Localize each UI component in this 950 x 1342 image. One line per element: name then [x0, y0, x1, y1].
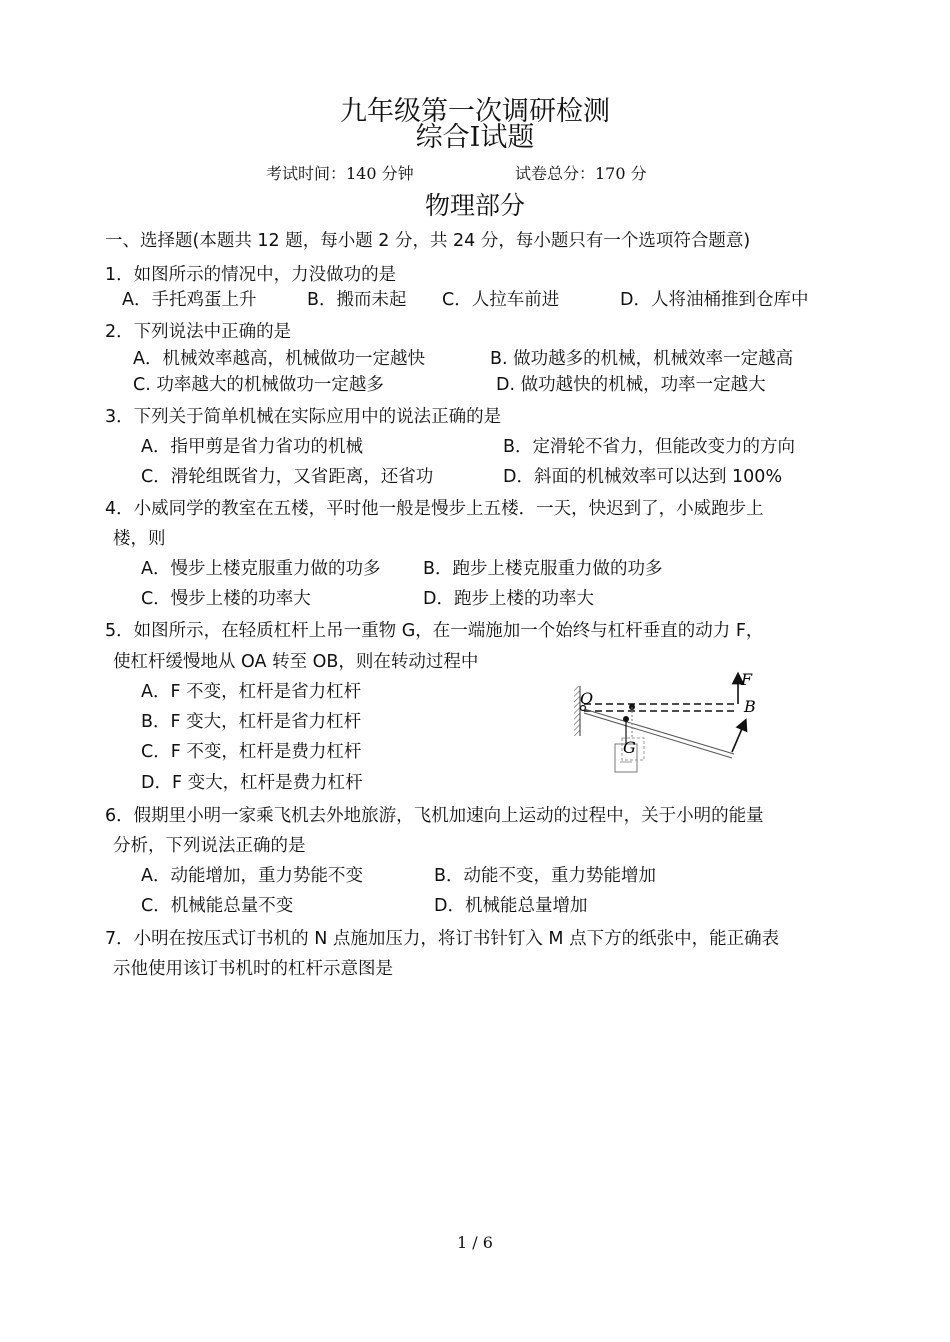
- lever-figure: [568, 668, 768, 780]
- question-3-stem: 3．下列关于简单机械在实际应用中的说法正确的是: [105, 407, 502, 427]
- question-6-stem-line2: 分析，下列说法正确的是: [113, 836, 306, 856]
- question-4-option-b: B．跑步上楼克服重力做的功多: [423, 559, 663, 579]
- question-5-option-d: D．F 变大，杠杆是费力杠杆: [141, 773, 363, 793]
- question-4-stem: 4．小威同学的教室在五楼，平时他一般是慢步上五楼．一天，快迟到了，小威跑步上: [105, 499, 764, 519]
- section-title: 物理部分: [424, 191, 525, 220]
- question-2-option-b: B. 做功越多的机械，机械效率一定越高: [490, 349, 794, 369]
- question-7-stem-line2: 示他使用该订书机时的杠杆示意图是: [113, 959, 393, 979]
- label-g: G: [623, 738, 636, 757]
- label-f: F: [741, 670, 753, 689]
- label-o: O: [580, 689, 594, 708]
- question-2-option-a: A．机械效率越高，机械做功一定越快: [133, 349, 425, 369]
- question-7-stem: 7．小明在按压式订书机的 N 点施加压力，将订书针钉入 M 点下方的纸张中，能正确表: [105, 929, 780, 949]
- part-heading: 一、选择题(本题共 12 题，每小题 2 分，共 24 分，每小题只有一个选项符合题意): [105, 231, 751, 251]
- question-6-option-a: A．动能增加，重力势能不变: [141, 866, 363, 886]
- question-4-stem-line2: 楼，则: [113, 529, 166, 549]
- label-b: B: [744, 697, 756, 716]
- lever-position-oa-bottom: [584, 713, 732, 758]
- question-1-option-a: A．手托鸡蛋上升: [122, 290, 257, 310]
- exam-subtitle: 综合Ⅰ试题: [415, 122, 535, 153]
- question-2-stem: 2．下列说法中正确的是: [105, 322, 292, 342]
- question-5-option-b: B．F 变大，杠杆是省力杠杆: [141, 712, 362, 732]
- question-5-stem-line2: 使杠杆缓慢地从 OA 转至 OB，则在转动过程中: [113, 652, 479, 672]
- question-1-stem: 1．如图所示的情况中，力没做功的是: [105, 265, 397, 285]
- exam-title: 九年级第一次调研检测: [340, 96, 610, 127]
- lever-position-oa-top: [584, 709, 734, 754]
- question-4-option-c: C．慢步上楼的功率大: [141, 589, 311, 609]
- question-6-stem: 6．假期里小明一家乘飞机去外地旅游，飞机加速向上运动的过程中，关于小明的能量: [105, 806, 764, 826]
- question-6-option-d: D．机械能总量增加: [434, 896, 588, 916]
- question-3-option-a: A．指甲剪是省力省功的机械: [141, 437, 363, 457]
- force-arrow-a: [732, 724, 744, 752]
- question-1-option-d: D．人将油桶推到仓库中: [620, 290, 809, 310]
- question-5-option-a: A．F 不变，杠杆是省力杠杆: [141, 682, 362, 702]
- question-3-option-d: D．斜面的机械效率可以达到 100%: [503, 467, 783, 487]
- page-number: 1 / 6: [457, 1233, 493, 1252]
- question-1-option-c: C．人拉车前进: [442, 290, 560, 310]
- question-4-option-a: A．慢步上楼克服重力做的功多: [141, 559, 381, 579]
- question-6-option-b: B．动能不变，重力势能增加: [434, 866, 657, 886]
- question-4-option-d: D．跑步上楼的功率大: [423, 589, 594, 609]
- question-2-option-c: C. 功率越大的机械做功一定越多: [133, 375, 384, 395]
- question-5-stem: 5．如图所示，在轻质杠杆上吊一重物 G，在一端施加一个始终与杠杆垂直的动力 F，: [105, 621, 764, 641]
- question-3-option-c: C．滑轮组既省力，又省距离，还省功: [141, 467, 434, 487]
- question-2-option-d: D. 做功越快的机械，功率一定越大: [496, 375, 766, 395]
- question-5-option-c: C．F 不变，杠杆是费力杠杆: [141, 742, 362, 762]
- total-score: 试卷总分：170 分: [515, 164, 647, 183]
- question-3-option-b: B．定滑轮不省力，但能改变力的方向: [503, 437, 796, 457]
- question-1-option-b: B．搬而未起: [307, 290, 407, 310]
- exam-time: 考试时间：140 分钟: [266, 164, 414, 183]
- question-6-option-c: C．机械能总量不变: [141, 896, 294, 916]
